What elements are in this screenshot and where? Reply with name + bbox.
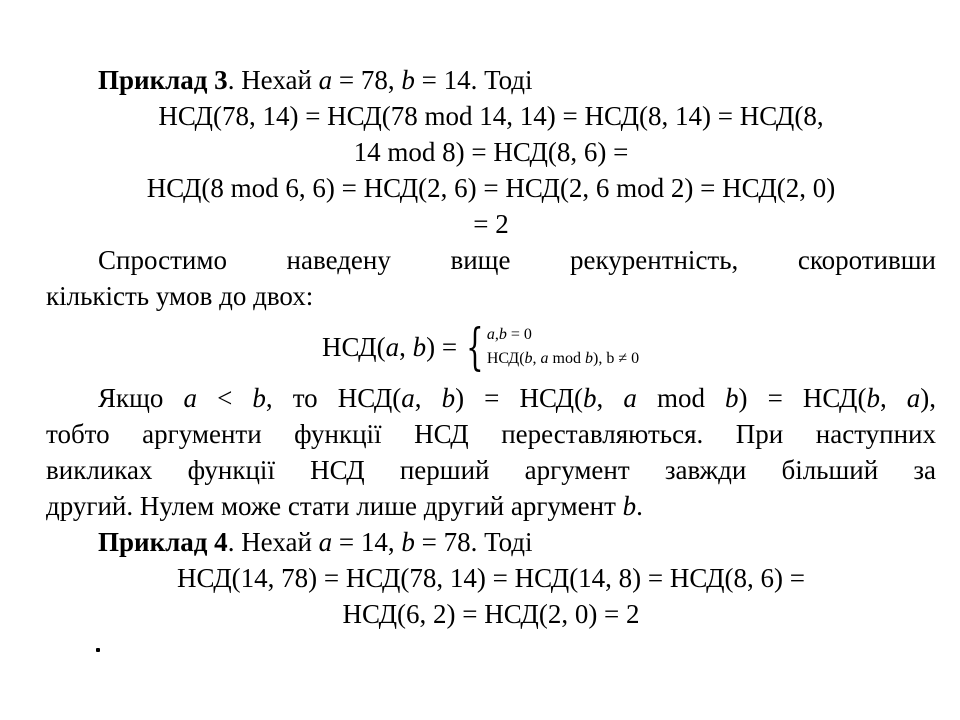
var-b: b [401, 65, 415, 95]
text-fragment: mod [636, 383, 726, 413]
formula-lhs [322, 329, 457, 365]
var-a: a [623, 383, 637, 413]
example3-label: Приклад 3 [98, 65, 228, 95]
text-fragment: = 78. Тоді [414, 527, 533, 557]
var-b: b [584, 350, 593, 367]
bullet-dot [96, 648, 100, 652]
text-fragment: другий. Нулем може стати лише другий аргумент [46, 491, 623, 521]
text-fragment: ) = НСД( [455, 383, 584, 413]
text-fragment: , [494, 326, 499, 343]
text-fragment: ) = НСД( [738, 383, 867, 413]
para-line3: викликах функції НСД перший аргумент завжди більший за [46, 455, 936, 485]
var-b: b [441, 383, 456, 413]
var-a: a [401, 383, 415, 413]
text-fragment: = 78, [332, 65, 402, 95]
text-fragment: . [636, 491, 643, 521]
left-brace-icon: { [466, 318, 484, 376]
simplify-line2: кількість умов до двох: [46, 281, 314, 311]
text-fragment: ), b ≠ 0 [592, 350, 640, 367]
text-fragment: . Нехай [227, 527, 319, 557]
text-fragment: ) = [426, 332, 458, 362]
document-body [46, 62, 936, 632]
text-fragment: Якщо [98, 383, 184, 413]
example3-line2: НСД(78, 14) = НСД(78 mod 14, 14) = НСД(8, 14) = НСД(8, [158, 101, 824, 131]
var-a: a [385, 332, 400, 362]
text-fragment: , [879, 383, 907, 413]
text-fragment: , [414, 383, 442, 413]
example3-line4: НСД(8 mod 6, 6) = НСД(2, 6) = НСД(2, 6 mod 2) = НСД(2, 0) [146, 173, 836, 203]
gcd-formula [46, 316, 936, 378]
example3-line3: 14 mod 8) = НСД(8, 6) = [353, 137, 629, 167]
para-line4 [46, 488, 936, 524]
var-b: b [866, 383, 880, 413]
simplify-line1: Спростимо наведену вище рекурентність, скоротивши [98, 245, 936, 275]
text-fragment: = 14, [332, 527, 402, 557]
var-b: b [252, 383, 266, 413]
text-fragment: = 14. Тоді [414, 65, 533, 95]
var-b: b [524, 350, 533, 367]
var-b: b [583, 383, 597, 413]
case-1 [487, 323, 639, 347]
text-fragment: , то НСД( [265, 383, 402, 413]
example4-heading [46, 524, 936, 560]
text-fragment: = 0 [506, 326, 532, 343]
case-2 [487, 347, 639, 371]
text-fragment: mod [548, 350, 585, 367]
var-a: a [183, 383, 197, 413]
text-fragment: , [399, 332, 413, 362]
var-b: b [498, 326, 507, 343]
var-a: a [906, 383, 921, 413]
example3-heading [46, 62, 936, 98]
text-fragment: . Нехай [227, 65, 319, 95]
example4-label: Приклад 4 [98, 527, 228, 557]
formula-cases [487, 323, 639, 371]
var-b: b [401, 527, 415, 557]
var-b: b [622, 491, 637, 521]
var-a: a [318, 65, 333, 95]
text-fragment: ), [920, 383, 937, 413]
text-fragment: НСД( [322, 332, 386, 362]
example4-line2: НСД(14, 78) = НСД(78, 14) = НСД(14, 8) = НСД(8, 6) = [177, 563, 805, 593]
para-line2: тобто аргументи функції НСД переставляються. При наступних [46, 419, 936, 449]
var-b: b [412, 332, 427, 362]
para-line1 [46, 380, 936, 416]
text-fragment: , [532, 350, 541, 367]
example3-line5: = 2 [473, 209, 509, 239]
var-a: a [540, 350, 549, 367]
var-a: a [318, 527, 333, 557]
example4-line3: НСД(6, 2) = НСД(2, 0) = 2 [342, 599, 640, 629]
var-b: b [725, 383, 739, 413]
var-a: a [486, 326, 495, 343]
text-fragment: НСД( [486, 350, 525, 367]
text-fragment: , [596, 383, 624, 413]
text-fragment: < [197, 383, 253, 413]
